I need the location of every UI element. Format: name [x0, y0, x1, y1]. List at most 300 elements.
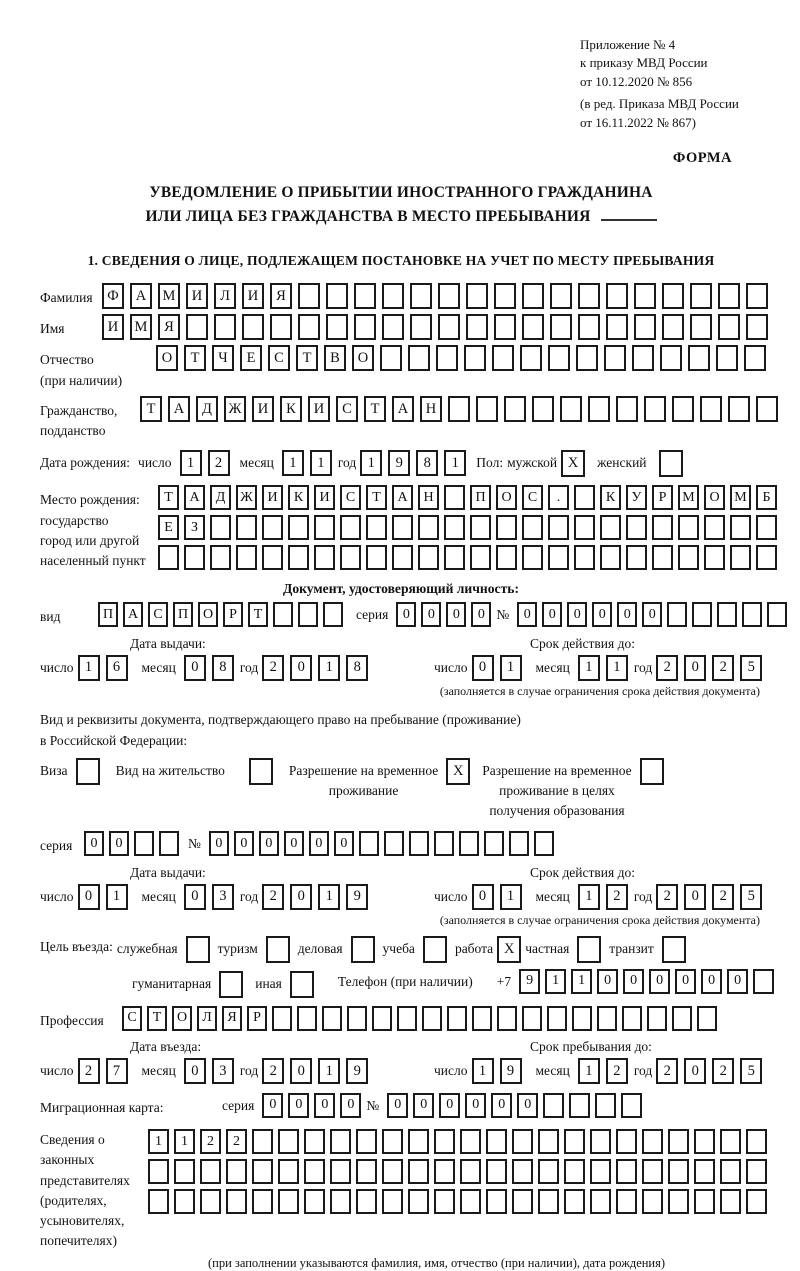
- char-cell[interactable]: 2: [712, 884, 734, 910]
- char-cell[interactable]: [340, 515, 361, 540]
- char-cell[interactable]: [410, 314, 432, 340]
- char-cell[interactable]: [278, 1129, 299, 1154]
- char-cell[interactable]: 0: [413, 1093, 434, 1118]
- char-cell[interactable]: 0: [309, 831, 329, 856]
- char-cell[interactable]: 1: [578, 1058, 600, 1084]
- char-cell[interactable]: 0: [446, 602, 466, 627]
- char-cell[interactable]: [668, 1129, 689, 1154]
- char-cell[interactable]: 0: [617, 602, 637, 627]
- char-cell[interactable]: 2: [712, 655, 734, 681]
- char-cell[interactable]: [347, 1006, 367, 1031]
- char-cell[interactable]: [690, 314, 712, 340]
- char-cell[interactable]: 2: [656, 1058, 678, 1084]
- char-cell[interactable]: [382, 314, 404, 340]
- char-cell[interactable]: [470, 515, 491, 540]
- char-cell[interactable]: [578, 314, 600, 340]
- char-cell[interactable]: 2: [200, 1129, 221, 1154]
- char-cell[interactable]: [476, 396, 498, 422]
- char-cell[interactable]: [382, 283, 404, 309]
- char-cell[interactable]: [409, 831, 429, 856]
- char-cell[interactable]: [597, 1006, 617, 1031]
- checkbox-tourism[interactable]: [266, 936, 290, 963]
- char-cell[interactable]: 0: [109, 831, 129, 856]
- char-cell[interactable]: 0: [262, 1093, 283, 1118]
- char-cell[interactable]: [356, 1129, 377, 1154]
- char-cell[interactable]: [667, 602, 687, 627]
- char-cell[interactable]: [756, 545, 777, 570]
- char-cell[interactable]: Ч: [212, 345, 234, 371]
- char-cell[interactable]: [694, 1129, 715, 1154]
- char-cell[interactable]: [298, 283, 320, 309]
- char-cell[interactable]: [532, 396, 554, 422]
- char-cell[interactable]: [418, 515, 439, 540]
- checkbox-visa[interactable]: [76, 758, 100, 785]
- char-cell[interactable]: [688, 345, 710, 371]
- char-cell[interactable]: [278, 1189, 299, 1214]
- char-cell[interactable]: 0: [284, 831, 304, 856]
- char-cell[interactable]: [547, 1006, 567, 1031]
- char-cell[interactable]: [730, 515, 751, 540]
- char-cell[interactable]: 1: [310, 450, 332, 476]
- char-cell[interactable]: [569, 1093, 590, 1118]
- char-cell[interactable]: 0: [517, 602, 537, 627]
- char-cell[interactable]: [606, 283, 628, 309]
- char-cell[interactable]: С: [268, 345, 290, 371]
- char-cell[interactable]: [340, 545, 361, 570]
- char-cell[interactable]: 7: [106, 1058, 128, 1084]
- char-cell[interactable]: 0: [675, 969, 696, 994]
- char-cell[interactable]: [408, 345, 430, 371]
- char-cell[interactable]: Я: [222, 1006, 242, 1031]
- char-cell[interactable]: [578, 283, 600, 309]
- char-cell[interactable]: [273, 602, 293, 627]
- char-cell[interactable]: 1: [500, 655, 522, 681]
- checkbox-private[interactable]: [577, 936, 601, 963]
- char-cell[interactable]: [574, 515, 595, 540]
- char-cell[interactable]: [460, 1189, 481, 1214]
- char-cell[interactable]: С: [148, 602, 168, 627]
- char-cell[interactable]: 5: [740, 884, 762, 910]
- char-cell[interactable]: 0: [184, 1058, 206, 1084]
- char-cell[interactable]: Е: [158, 515, 179, 540]
- char-cell[interactable]: П: [98, 602, 118, 627]
- char-cell[interactable]: [272, 1006, 292, 1031]
- char-cell[interactable]: Ж: [224, 396, 246, 422]
- char-cell[interactable]: Н: [420, 396, 442, 422]
- char-cell[interactable]: Я: [158, 314, 180, 340]
- char-cell[interactable]: А: [184, 485, 205, 510]
- char-cell[interactable]: 8: [416, 450, 438, 476]
- char-cell[interactable]: В: [324, 345, 346, 371]
- char-cell[interactable]: Л: [214, 283, 236, 309]
- char-cell[interactable]: [314, 545, 335, 570]
- char-cell[interactable]: 0: [592, 602, 612, 627]
- char-cell[interactable]: 0: [314, 1093, 335, 1118]
- char-cell[interactable]: [270, 314, 292, 340]
- char-cell[interactable]: 0: [465, 1093, 486, 1118]
- char-cell[interactable]: 2: [712, 1058, 734, 1084]
- char-cell[interactable]: 1: [578, 655, 600, 681]
- char-cell[interactable]: [460, 1129, 481, 1154]
- char-cell[interactable]: [200, 1189, 221, 1214]
- char-cell[interactable]: [484, 831, 504, 856]
- char-cell[interactable]: [730, 545, 751, 570]
- char-cell[interactable]: [634, 283, 656, 309]
- char-cell[interactable]: [210, 515, 231, 540]
- char-cell[interactable]: [504, 396, 526, 422]
- char-cell[interactable]: [323, 602, 343, 627]
- char-cell[interactable]: О: [704, 485, 725, 510]
- char-cell[interactable]: 3: [212, 1058, 234, 1084]
- char-cell[interactable]: [606, 314, 628, 340]
- char-cell[interactable]: Ж: [236, 485, 257, 510]
- char-cell[interactable]: О: [156, 345, 178, 371]
- char-cell[interactable]: А: [168, 396, 190, 422]
- char-cell[interactable]: [672, 1006, 692, 1031]
- char-cell[interactable]: [634, 314, 656, 340]
- char-cell[interactable]: [522, 283, 544, 309]
- char-cell[interactable]: [422, 1006, 442, 1031]
- char-cell[interactable]: О: [198, 602, 218, 627]
- char-cell[interactable]: [158, 545, 179, 570]
- char-cell[interactable]: 1: [606, 655, 628, 681]
- char-cell[interactable]: [434, 831, 454, 856]
- char-cell[interactable]: 0: [542, 602, 562, 627]
- char-cell[interactable]: [720, 1189, 741, 1214]
- char-cell[interactable]: 2: [606, 884, 628, 910]
- char-cell[interactable]: [564, 1129, 585, 1154]
- char-cell[interactable]: .: [548, 485, 569, 510]
- char-cell[interactable]: 0: [184, 655, 206, 681]
- char-cell[interactable]: [744, 345, 766, 371]
- char-cell[interactable]: К: [288, 485, 309, 510]
- char-cell[interactable]: П: [173, 602, 193, 627]
- char-cell[interactable]: А: [130, 283, 152, 309]
- char-cell[interactable]: [380, 345, 402, 371]
- char-cell[interactable]: [448, 396, 470, 422]
- char-cell[interactable]: З: [184, 515, 205, 540]
- char-cell[interactable]: 2: [208, 450, 230, 476]
- char-cell[interactable]: 0: [290, 884, 312, 910]
- char-cell[interactable]: 1: [148, 1129, 169, 1154]
- char-cell[interactable]: [644, 396, 666, 422]
- char-cell[interactable]: [464, 345, 486, 371]
- char-cell[interactable]: [662, 283, 684, 309]
- char-cell[interactable]: Т: [248, 602, 268, 627]
- char-cell[interactable]: И: [308, 396, 330, 422]
- char-cell[interactable]: 0: [684, 655, 706, 681]
- char-cell[interactable]: [746, 1189, 767, 1214]
- char-cell[interactable]: 9: [346, 884, 368, 910]
- char-cell[interactable]: [672, 396, 694, 422]
- char-cell[interactable]: 0: [387, 1093, 408, 1118]
- char-cell[interactable]: 0: [290, 655, 312, 681]
- char-cell[interactable]: 1: [571, 969, 592, 994]
- char-cell[interactable]: [330, 1129, 351, 1154]
- char-cell[interactable]: 5: [740, 655, 762, 681]
- char-cell[interactable]: [236, 515, 257, 540]
- char-cell[interactable]: 0: [471, 602, 491, 627]
- char-cell[interactable]: [522, 515, 543, 540]
- char-cell[interactable]: [662, 314, 684, 340]
- char-cell[interactable]: Б: [756, 485, 777, 510]
- char-cell[interactable]: [186, 314, 208, 340]
- char-cell[interactable]: 2: [78, 1058, 100, 1084]
- char-cell[interactable]: [252, 1189, 273, 1214]
- char-cell[interactable]: [692, 602, 712, 627]
- char-cell[interactable]: [642, 1189, 663, 1214]
- char-cell[interactable]: [574, 485, 595, 510]
- char-cell[interactable]: [470, 545, 491, 570]
- char-cell[interactable]: [434, 1189, 455, 1214]
- char-cell[interactable]: [214, 314, 236, 340]
- char-cell[interactable]: И: [102, 314, 124, 340]
- checkbox-humanitarian[interactable]: [219, 971, 243, 998]
- char-cell[interactable]: 0: [184, 884, 206, 910]
- char-cell[interactable]: 2: [656, 655, 678, 681]
- char-cell[interactable]: [742, 602, 762, 627]
- char-cell[interactable]: [326, 314, 348, 340]
- char-cell[interactable]: [359, 831, 379, 856]
- char-cell[interactable]: [148, 1189, 169, 1214]
- char-cell[interactable]: [356, 1189, 377, 1214]
- char-cell[interactable]: [444, 545, 465, 570]
- char-cell[interactable]: 8: [346, 655, 368, 681]
- char-cell[interactable]: [496, 515, 517, 540]
- char-cell[interactable]: [252, 1129, 273, 1154]
- char-cell[interactable]: 2: [262, 1058, 284, 1084]
- char-cell[interactable]: [564, 1189, 585, 1214]
- char-cell[interactable]: [647, 1006, 667, 1031]
- char-cell[interactable]: 0: [334, 831, 354, 856]
- char-cell[interactable]: 1: [578, 884, 600, 910]
- char-cell[interactable]: [600, 545, 621, 570]
- char-cell[interactable]: 0: [78, 884, 100, 910]
- char-cell[interactable]: [588, 396, 610, 422]
- char-cell[interactable]: 0: [259, 831, 279, 856]
- char-cell[interactable]: Р: [223, 602, 243, 627]
- char-cell[interactable]: А: [123, 602, 143, 627]
- char-cell[interactable]: О: [352, 345, 374, 371]
- char-cell[interactable]: 0: [701, 969, 722, 994]
- char-cell[interactable]: Я: [270, 283, 292, 309]
- char-cell[interactable]: [444, 485, 465, 510]
- char-cell[interactable]: [543, 1093, 564, 1118]
- char-cell[interactable]: Л: [197, 1006, 217, 1031]
- char-cell[interactable]: [486, 1129, 507, 1154]
- char-cell[interactable]: [408, 1189, 429, 1214]
- char-cell[interactable]: 1: [472, 1058, 494, 1084]
- char-cell[interactable]: [418, 545, 439, 570]
- char-cell[interactable]: 1: [174, 1129, 195, 1154]
- char-cell[interactable]: [438, 283, 460, 309]
- char-cell[interactable]: [392, 545, 413, 570]
- checkbox-study[interactable]: [423, 936, 447, 963]
- char-cell[interactable]: [384, 831, 404, 856]
- char-cell[interactable]: 0: [472, 655, 494, 681]
- char-cell[interactable]: [236, 545, 257, 570]
- char-cell[interactable]: [538, 1129, 559, 1154]
- char-cell[interactable]: [626, 515, 647, 540]
- char-cell[interactable]: [444, 515, 465, 540]
- char-cell[interactable]: 0: [684, 884, 706, 910]
- char-cell[interactable]: [322, 1006, 342, 1031]
- char-cell[interactable]: [297, 1006, 317, 1031]
- char-cell[interactable]: [298, 602, 318, 627]
- char-cell[interactable]: Т: [184, 345, 206, 371]
- char-cell[interactable]: 9: [346, 1058, 368, 1084]
- char-cell[interactable]: [728, 396, 750, 422]
- char-cell[interactable]: [174, 1189, 195, 1214]
- char-cell[interactable]: Т: [147, 1006, 167, 1031]
- char-cell[interactable]: 0: [727, 969, 748, 994]
- char-cell[interactable]: 2: [262, 884, 284, 910]
- char-cell[interactable]: 0: [340, 1093, 361, 1118]
- char-cell[interactable]: [574, 545, 595, 570]
- char-cell[interactable]: [753, 969, 774, 994]
- char-cell[interactable]: [288, 545, 309, 570]
- char-cell[interactable]: [600, 515, 621, 540]
- char-cell[interactable]: [512, 1129, 533, 1154]
- char-cell[interactable]: 1: [444, 450, 466, 476]
- char-cell[interactable]: [382, 1129, 403, 1154]
- char-cell[interactable]: 9: [388, 450, 410, 476]
- char-cell[interactable]: [756, 515, 777, 540]
- char-cell[interactable]: 1: [318, 884, 340, 910]
- char-cell[interactable]: А: [392, 396, 414, 422]
- char-cell[interactable]: [652, 515, 673, 540]
- char-cell[interactable]: 0: [649, 969, 670, 994]
- char-cell[interactable]: 0: [288, 1093, 309, 1118]
- char-cell[interactable]: [397, 1006, 417, 1031]
- char-cell[interactable]: 1: [545, 969, 566, 994]
- char-cell[interactable]: А: [392, 485, 413, 510]
- char-cell[interactable]: 0: [623, 969, 644, 994]
- char-cell[interactable]: [494, 283, 516, 309]
- char-cell[interactable]: 0: [209, 831, 229, 856]
- char-cell[interactable]: [595, 1093, 616, 1118]
- char-cell[interactable]: [604, 345, 626, 371]
- char-cell[interactable]: 1: [180, 450, 202, 476]
- char-cell[interactable]: [704, 545, 725, 570]
- char-cell[interactable]: Н: [418, 485, 439, 510]
- char-cell[interactable]: С: [122, 1006, 142, 1031]
- char-cell[interactable]: 2: [262, 655, 284, 681]
- char-cell[interactable]: 0: [439, 1093, 460, 1118]
- checkbox-residence-permit[interactable]: [249, 758, 273, 785]
- char-cell[interactable]: [447, 1006, 467, 1031]
- char-cell[interactable]: 6: [106, 655, 128, 681]
- checkbox-work[interactable]: X: [497, 936, 521, 963]
- char-cell[interactable]: [497, 1006, 517, 1031]
- char-cell[interactable]: [678, 515, 699, 540]
- char-cell[interactable]: 5: [740, 1058, 762, 1084]
- checkbox-sex-female[interactable]: [659, 450, 683, 477]
- char-cell[interactable]: [660, 345, 682, 371]
- char-cell[interactable]: [746, 314, 768, 340]
- char-cell[interactable]: Д: [210, 485, 231, 510]
- char-cell[interactable]: [560, 396, 582, 422]
- char-cell[interactable]: М: [158, 283, 180, 309]
- char-cell[interactable]: Т: [296, 345, 318, 371]
- char-cell[interactable]: [372, 1006, 392, 1031]
- char-cell[interactable]: [550, 283, 572, 309]
- char-cell[interactable]: [496, 545, 517, 570]
- char-cell[interactable]: 1: [360, 450, 382, 476]
- char-cell[interactable]: 0: [396, 602, 416, 627]
- char-cell[interactable]: И: [242, 283, 264, 309]
- char-cell[interactable]: [590, 1129, 611, 1154]
- char-cell[interactable]: [704, 515, 725, 540]
- char-cell[interactable]: [184, 545, 205, 570]
- checkbox-business[interactable]: [351, 936, 375, 963]
- char-cell[interactable]: [700, 396, 722, 422]
- char-cell[interactable]: 1: [500, 884, 522, 910]
- char-cell[interactable]: 8: [212, 655, 234, 681]
- char-cell[interactable]: [459, 831, 479, 856]
- char-cell[interactable]: К: [280, 396, 302, 422]
- char-cell[interactable]: [746, 1129, 767, 1154]
- char-cell[interactable]: [262, 515, 283, 540]
- char-cell[interactable]: 0: [421, 602, 441, 627]
- char-cell[interactable]: [298, 314, 320, 340]
- char-cell[interactable]: Е: [240, 345, 262, 371]
- char-cell[interactable]: 0: [517, 1093, 538, 1118]
- char-cell[interactable]: 1: [318, 1058, 340, 1084]
- char-cell[interactable]: 0: [84, 831, 104, 856]
- char-cell[interactable]: [314, 515, 335, 540]
- char-cell[interactable]: Д: [196, 396, 218, 422]
- char-cell[interactable]: [466, 283, 488, 309]
- char-cell[interactable]: 2: [656, 884, 678, 910]
- char-cell[interactable]: [330, 1189, 351, 1214]
- char-cell[interactable]: 0: [642, 602, 662, 627]
- char-cell[interactable]: [509, 831, 529, 856]
- char-cell[interactable]: [366, 545, 387, 570]
- char-cell[interactable]: Т: [364, 396, 386, 422]
- char-cell[interactable]: И: [252, 396, 274, 422]
- char-cell[interactable]: 2: [226, 1129, 247, 1154]
- char-cell[interactable]: [717, 602, 737, 627]
- char-cell[interactable]: 0: [597, 969, 618, 994]
- char-cell[interactable]: Т: [158, 485, 179, 510]
- char-cell[interactable]: [756, 396, 778, 422]
- char-cell[interactable]: [434, 1129, 455, 1154]
- char-cell[interactable]: Р: [247, 1006, 267, 1031]
- char-cell[interactable]: [436, 345, 458, 371]
- char-cell[interactable]: [697, 1006, 717, 1031]
- char-cell[interactable]: 0: [567, 602, 587, 627]
- char-cell[interactable]: С: [522, 485, 543, 510]
- char-cell[interactable]: [626, 545, 647, 570]
- checkbox-transit[interactable]: [662, 936, 686, 963]
- char-cell[interactable]: И: [314, 485, 335, 510]
- char-cell[interactable]: С: [340, 485, 361, 510]
- char-cell[interactable]: Р: [652, 485, 673, 510]
- char-cell[interactable]: Т: [366, 485, 387, 510]
- char-cell[interactable]: [668, 1189, 689, 1214]
- char-cell[interactable]: [767, 602, 787, 627]
- char-cell[interactable]: [522, 314, 544, 340]
- char-cell[interactable]: [486, 1189, 507, 1214]
- char-cell[interactable]: [354, 314, 376, 340]
- char-cell[interactable]: [716, 345, 738, 371]
- char-cell[interactable]: [694, 1189, 715, 1214]
- char-cell[interactable]: [520, 345, 542, 371]
- char-cell[interactable]: [408, 1129, 429, 1154]
- char-cell[interactable]: [616, 396, 638, 422]
- char-cell[interactable]: [494, 314, 516, 340]
